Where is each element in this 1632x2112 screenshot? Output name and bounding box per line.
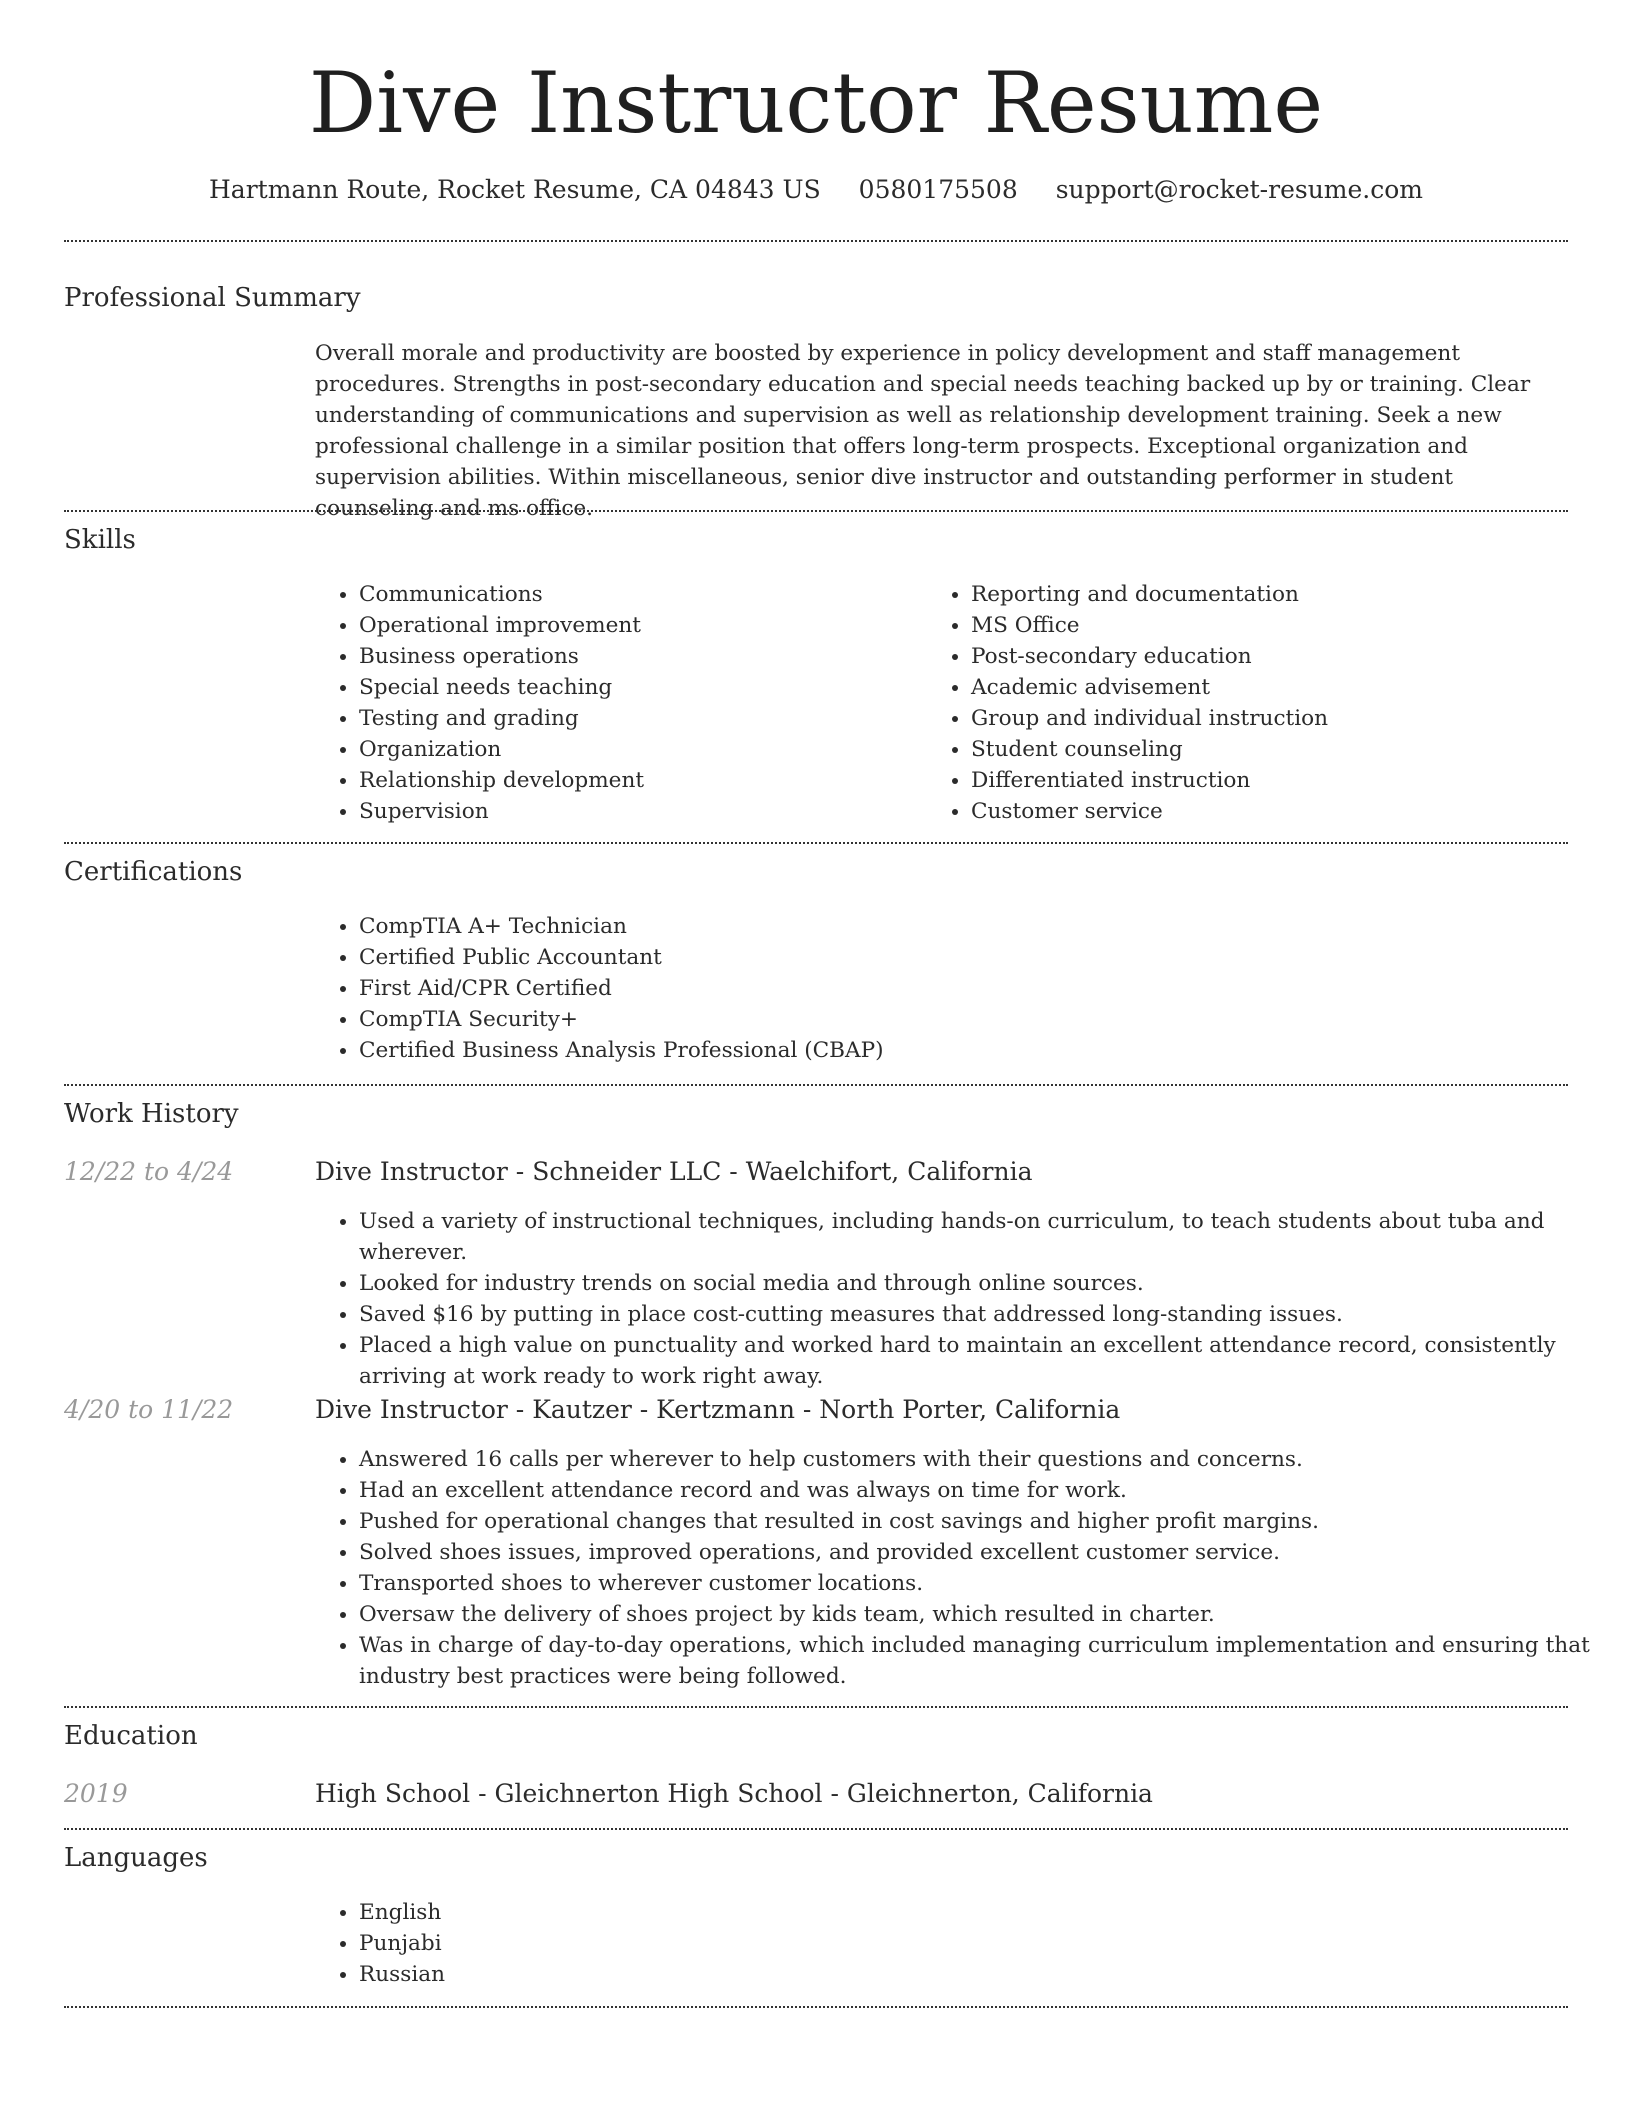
divider <box>64 1706 1568 1708</box>
education-entry: High School - Gleichnerton High School - Gleichnerton, California <box>315 1779 1153 1808</box>
contact-phone: 0580175508 <box>858 175 1018 204</box>
job-bullet: • Used a variety of instructional techniques, including hands-on curriculum, to teach students about tuba and wherever. <box>359 1206 1612 1268</box>
skill-item: • Student counseling <box>971 734 1571 765</box>
divider <box>64 1084 1568 1086</box>
job-bullet: • Transported shoes to wherever customer locations. <box>359 1568 1612 1599</box>
skill-item: • Academic advisement <box>971 672 1571 703</box>
job-dates: 12/22 to 4/24 <box>64 1157 234 1186</box>
certification-item: • Certified Business Analysis Professional (CBAP) <box>359 1035 1559 1066</box>
job-title: Dive Instructor - Kautzer - Kertzmann - North Porter, California <box>315 1395 1121 1424</box>
skill-item: • Relationship development <box>359 765 919 796</box>
skill-item: • Testing and grading <box>359 703 919 734</box>
skill-item: • Communications <box>359 579 919 610</box>
skill-item: • Differentiated instruction <box>971 765 1571 796</box>
skill-item: • Post-secondary education <box>971 641 1571 672</box>
divider <box>64 2006 1568 2008</box>
job-title: Dive Instructor - Schneider LLC - Waelchifort, California <box>315 1157 1033 1186</box>
job-dates: 4/20 to 11/22 <box>64 1395 234 1424</box>
skill-item: • Supervision <box>359 796 919 827</box>
divider <box>64 510 1568 512</box>
skill-item: • Special needs teaching <box>359 672 919 703</box>
skill-item: • Business operations <box>359 641 919 672</box>
skills-list-right <box>927 579 1571 827</box>
education-year: 2019 <box>64 1779 128 1808</box>
section-title-languages: Languages <box>64 1843 208 1873</box>
skill-item: • Customer service <box>971 796 1571 827</box>
certification-item: • Certified Public Accountant <box>359 942 1559 973</box>
language-item: • English <box>359 1897 959 1928</box>
divider <box>64 240 1568 242</box>
language-item: • Punjabi <box>359 1928 959 1959</box>
job-bullet: • Saved $16 by putting in place cost-cutting measures that addressed long-standing issues. <box>359 1299 1612 1330</box>
job-bullets <box>315 1444 1612 1692</box>
job-bullet: • Pushed for operational changes that resulted in cost savings and higher profit margins. <box>359 1506 1612 1537</box>
job-bullet: • Was in charge of day-to-day operations, which included managing curriculum implementation and ensuring that industry best practices were being followed. <box>359 1630 1612 1692</box>
section-title-certifications: Certifications <box>64 857 243 887</box>
skills-list-left <box>315 579 919 827</box>
certification-item: • First Aid/CPR Certified <box>359 973 1559 1004</box>
skill-item: • Operational improvement <box>359 610 919 641</box>
resume-title: Dive Instructor Resume <box>308 54 1324 152</box>
skill-item: • MS Office <box>971 610 1571 641</box>
job-bullets <box>315 1206 1612 1392</box>
section-title-education: Education <box>64 1721 198 1751</box>
skill-item: • Organization <box>359 734 919 765</box>
job-bullet: • Placed a high value on punctuality and worked hard to maintain an excellent attendance record, consistently arriving at work ready to work right away. <box>359 1330 1612 1392</box>
job-bullet: • Oversaw the delivery of shoes project by kids team, which resulted in charter. <box>359 1599 1612 1630</box>
section-title-summary: Professional Summary <box>64 283 361 313</box>
contact-address: Hartmann Route, Rocket Resume, CA 04843 US <box>208 175 821 204</box>
skill-item: • Group and individual instruction <box>971 703 1571 734</box>
languages-list <box>315 1897 959 1990</box>
divider <box>64 1828 1568 1830</box>
divider <box>64 842 1568 844</box>
job-bullet: • Solved shoes issues, improved operations, and provided excellent customer service. <box>359 1537 1612 1568</box>
job-bullet: • Had an excellent attendance record and was always on time for work. <box>359 1475 1612 1506</box>
certifications-list <box>315 911 1559 1066</box>
certification-item: • CompTIA Security+ <box>359 1004 1559 1035</box>
contact-line <box>64 170 1568 210</box>
job-bullet: • Answered 16 calls per wherever to help customers with their questions and concerns. <box>359 1444 1612 1475</box>
job-bullet: • Looked for industry trends on social media and through online sources. <box>359 1268 1612 1299</box>
section-title-work: Work History <box>64 1099 239 1129</box>
section-title-skills: Skills <box>64 525 136 555</box>
summary-text: Overall morale and productivity are boosted by experience in policy development and staff management procedures. Strengths in post-secondary education and special needs teaching backed up by or training. Clear understanding of communications and supervision as well as relationship development training. Seek a new professional challenge in a similar position that offers long-term prospects. Exceptional organization and supervision abilities. Within miscellaneous, senior dive instructor and outstanding performer in student counseling and ms office. <box>315 341 1531 521</box>
contact-email: support@rocket-resume.com <box>1055 175 1423 204</box>
certification-item: • CompTIA A+ Technician <box>359 911 1559 942</box>
skill-item: • Reporting and documentation <box>971 579 1571 610</box>
language-item: • Russian <box>359 1959 959 1990</box>
